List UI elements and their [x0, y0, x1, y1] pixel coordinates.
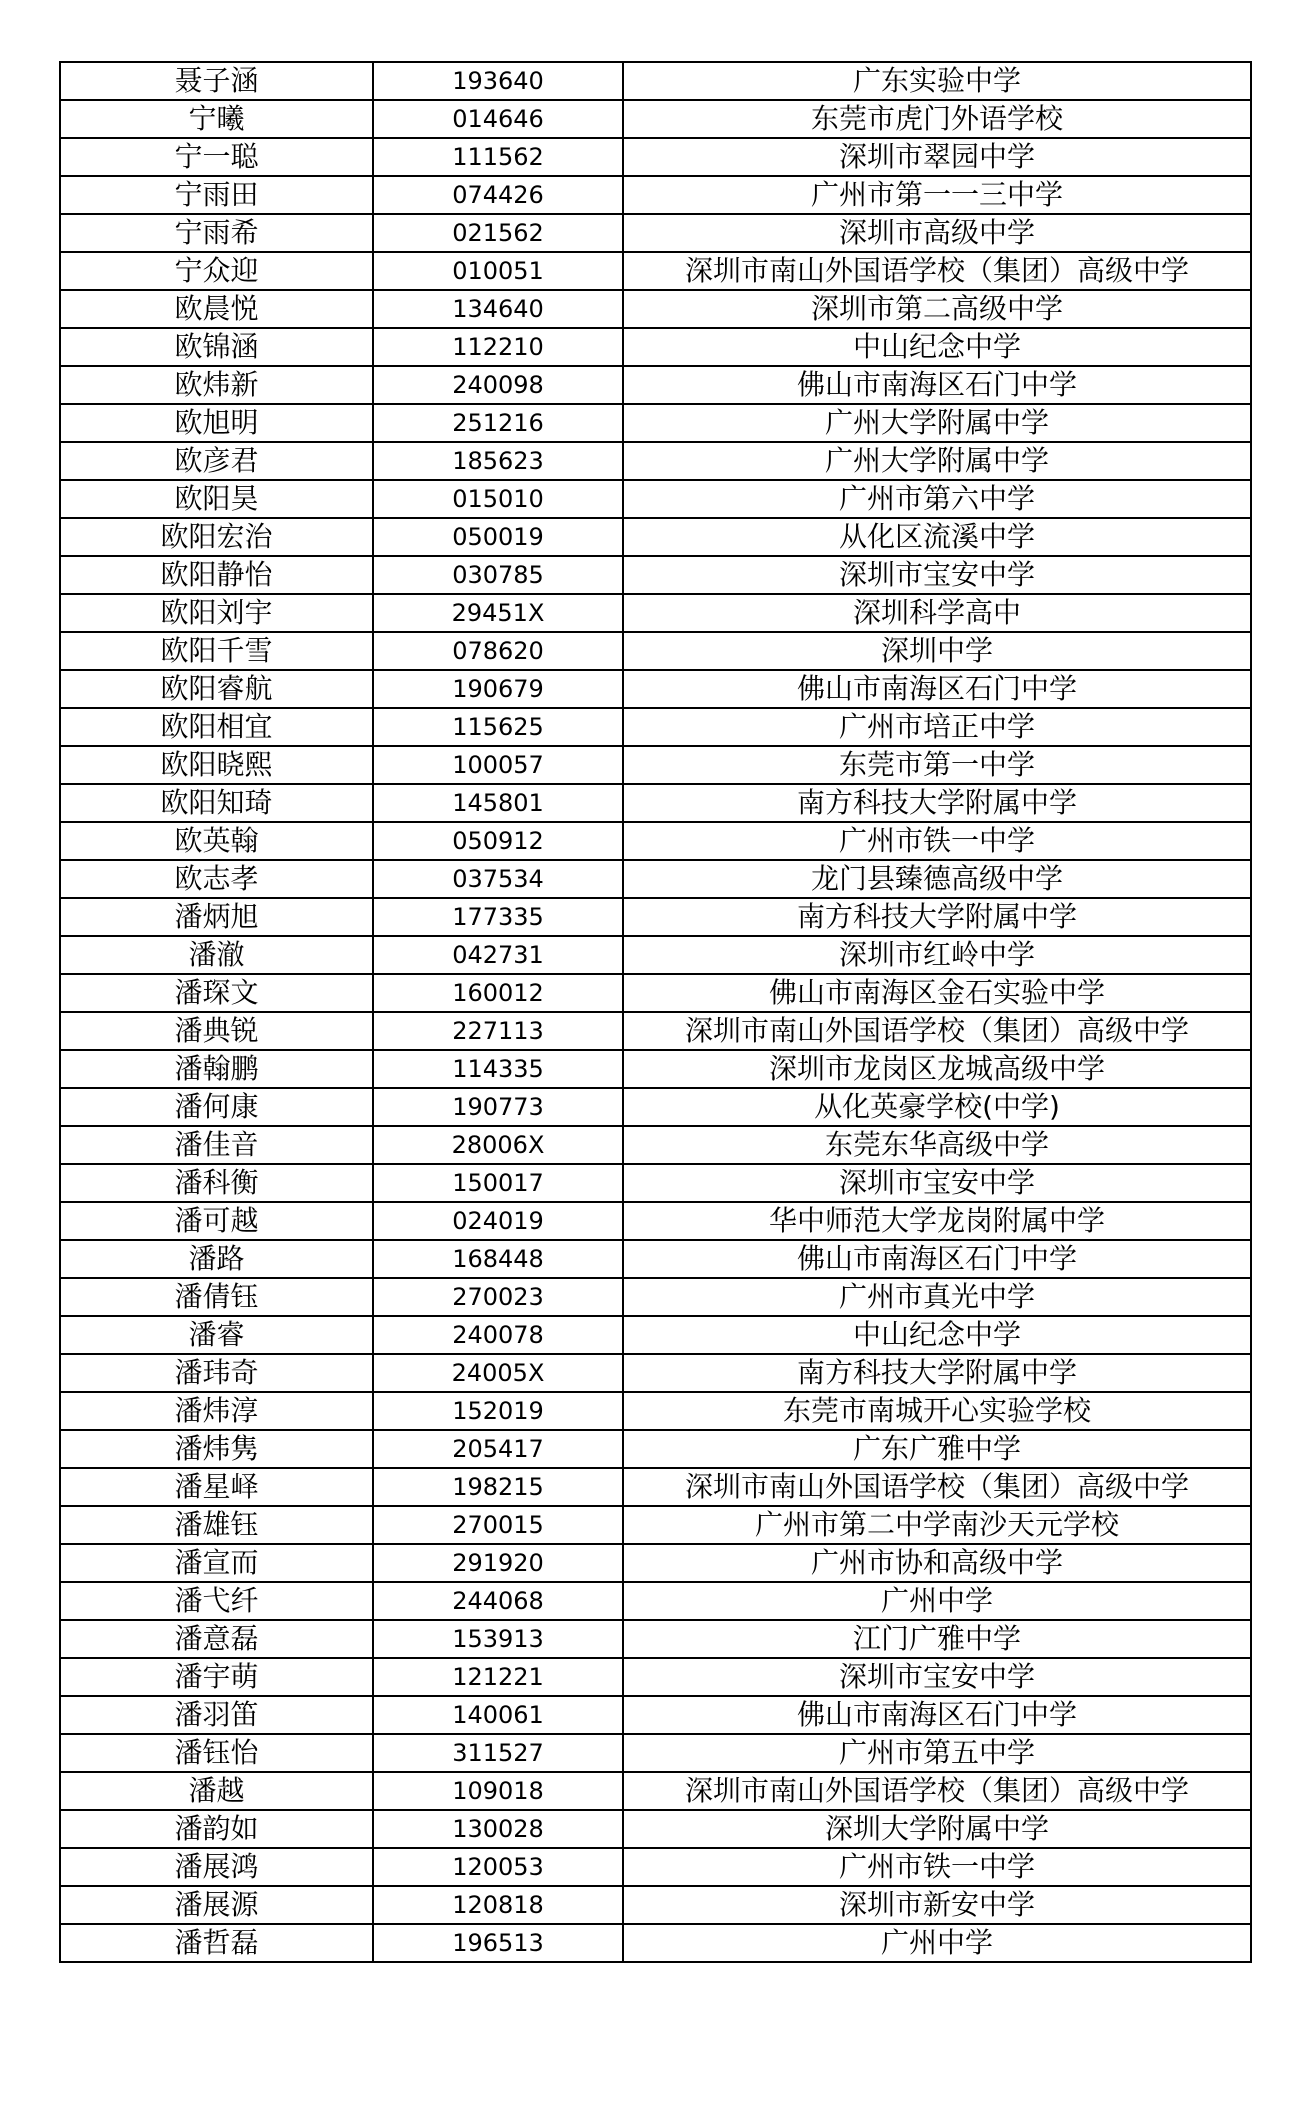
student-id-cell: 100057: [373, 746, 623, 784]
student-id-cell: 190773: [373, 1088, 623, 1126]
student-id-cell: 227113: [373, 1012, 623, 1050]
table-row: [60, 442, 1251, 480]
table-row: [60, 1886, 1251, 1924]
school-name-cell: 中山纪念中学: [623, 328, 1251, 366]
school-name-cell: 广州大学附属中学: [623, 442, 1251, 480]
student-name-cell: 欧阳昊: [60, 480, 373, 518]
table-row: [60, 1050, 1251, 1088]
student-id-cell: 134640: [373, 290, 623, 328]
student-id-cell: 140061: [373, 1696, 623, 1734]
school-name-cell: 深圳大学附属中学: [623, 1810, 1251, 1848]
student-name-cell: 欧阳睿航: [60, 670, 373, 708]
student-name-cell: 欧炜新: [60, 366, 373, 404]
student-id-cell: 010051: [373, 252, 623, 290]
school-name-cell: 南方科技大学附属中学: [623, 898, 1251, 936]
table-row: [60, 1658, 1251, 1696]
school-name-cell: 深圳市南山外国语学校（集团）高级中学: [623, 1012, 1251, 1050]
table-row: [60, 898, 1251, 936]
table-row: [60, 404, 1251, 442]
student-id-cell: 120053: [373, 1848, 623, 1886]
student-name-cell: 潘羽笛: [60, 1696, 373, 1734]
school-name-cell: 佛山市南海区金石实验中学: [623, 974, 1251, 1012]
student-name-cell: 潘玮奇: [60, 1354, 373, 1392]
table-row: [60, 556, 1251, 594]
table-row: [60, 176, 1251, 214]
school-name-cell: 广州市铁一中学: [623, 822, 1251, 860]
table-row: [60, 974, 1251, 1012]
student-id-cell: 050912: [373, 822, 623, 860]
student-name-cell: 潘典锐: [60, 1012, 373, 1050]
table-row: [60, 1620, 1251, 1658]
school-name-cell: 广州市第一一三中学: [623, 176, 1251, 214]
student-name-cell: 潘可越: [60, 1202, 373, 1240]
school-name-cell: 深圳中学: [623, 632, 1251, 670]
student-id-cell: 270015: [373, 1506, 623, 1544]
student-name-cell: 宁一聪: [60, 138, 373, 176]
table-row: [60, 1924, 1251, 1962]
table-row: [60, 708, 1251, 746]
student-name-cell: 潘炜淳: [60, 1392, 373, 1430]
student-name-cell: 潘展鸿: [60, 1848, 373, 1886]
student-name-cell: 潘何康: [60, 1088, 373, 1126]
student-name-cell: 潘钰怡: [60, 1734, 373, 1772]
school-name-cell: 佛山市南海区石门中学: [623, 1696, 1251, 1734]
student-id-cell: 291920: [373, 1544, 623, 1582]
student-name-cell: 潘弋纤: [60, 1582, 373, 1620]
table-row: [60, 1848, 1251, 1886]
table-row: [60, 1582, 1251, 1620]
student-id-cell: 205417: [373, 1430, 623, 1468]
student-id-cell: 244068: [373, 1582, 623, 1620]
student-id-cell: 193640: [373, 62, 623, 100]
student-id-cell: 240078: [373, 1316, 623, 1354]
school-name-cell: 江门广雅中学: [623, 1620, 1251, 1658]
school-name-cell: 深圳市新安中学: [623, 1886, 1251, 1924]
table-row: [60, 1772, 1251, 1810]
school-name-cell: 佛山市南海区石门中学: [623, 366, 1251, 404]
student-id-cell: 030785: [373, 556, 623, 594]
student-id-cell: 152019: [373, 1392, 623, 1430]
school-name-cell: 广州中学: [623, 1582, 1251, 1620]
student-name-cell: 欧阳知琦: [60, 784, 373, 822]
student-id-cell: 014646: [373, 100, 623, 138]
student-id-cell: 145801: [373, 784, 623, 822]
school-name-cell: 深圳市红岭中学: [623, 936, 1251, 974]
student-name-cell: 潘意磊: [60, 1620, 373, 1658]
student-name-cell: 潘睿: [60, 1316, 373, 1354]
school-name-cell: 佛山市南海区石门中学: [623, 670, 1251, 708]
table-row: [60, 1278, 1251, 1316]
student-name-cell: 潘佳音: [60, 1126, 373, 1164]
student-name-cell: 欧锦涵: [60, 328, 373, 366]
table-row: [60, 1696, 1251, 1734]
table-row: [60, 1202, 1251, 1240]
school-name-cell: 深圳市宝安中学: [623, 556, 1251, 594]
student-id-cell: 270023: [373, 1278, 623, 1316]
table-row: [60, 1316, 1251, 1354]
table-row: [60, 214, 1251, 252]
school-name-cell: 广州大学附属中学: [623, 404, 1251, 442]
table-row: [60, 1126, 1251, 1164]
table-row: [60, 1468, 1251, 1506]
student-id-cell: 050019: [373, 518, 623, 556]
school-name-cell: 从化英豪学校(中学): [623, 1088, 1251, 1126]
school-name-cell: 广州市铁一中学: [623, 1848, 1251, 1886]
student-name-cell: 潘宣而: [60, 1544, 373, 1582]
school-name-cell: 深圳市龙岗区龙城高级中学: [623, 1050, 1251, 1088]
table-row: [60, 1354, 1251, 1392]
table-row: [60, 366, 1251, 404]
student-id-cell: 185623: [373, 442, 623, 480]
student-id-cell: 037534: [373, 860, 623, 898]
student-name-cell: 欧阳静怡: [60, 556, 373, 594]
table-row: [60, 594, 1251, 632]
student-id-cell: 112210: [373, 328, 623, 366]
school-name-cell: 东莞市虎门外语学校: [623, 100, 1251, 138]
student-id-cell: 29451X: [373, 594, 623, 632]
student-name-cell: 欧阳晓熙: [60, 746, 373, 784]
school-name-cell: 深圳市宝安中学: [623, 1164, 1251, 1202]
school-name-cell: 广东广雅中学: [623, 1430, 1251, 1468]
student-name-cell: 潘雄钰: [60, 1506, 373, 1544]
school-name-cell: 深圳市南山外国语学校（集团）高级中学: [623, 252, 1251, 290]
school-name-cell: 南方科技大学附属中学: [623, 784, 1251, 822]
table-row: [60, 480, 1251, 518]
school-name-cell: 深圳市高级中学: [623, 214, 1251, 252]
table-row: [60, 784, 1251, 822]
school-name-cell: 广州市第六中学: [623, 480, 1251, 518]
table-row: [60, 518, 1251, 556]
school-name-cell: 广州市第五中学: [623, 1734, 1251, 1772]
student-id-cell: 24005X: [373, 1354, 623, 1392]
school-name-cell: 深圳市翠园中学: [623, 138, 1251, 176]
school-name-cell: 深圳市南山外国语学校（集团）高级中学: [623, 1772, 1251, 1810]
student-name-cell: 潘越: [60, 1772, 373, 1810]
table-row: [60, 1392, 1251, 1430]
student-name-cell: 潘韵如: [60, 1810, 373, 1848]
student-name-cell: 宁雨希: [60, 214, 373, 252]
table-row: [60, 860, 1251, 898]
student-name-cell: 潘路: [60, 1240, 373, 1278]
student-name-cell: 欧阳刘宇: [60, 594, 373, 632]
table-row: [60, 1734, 1251, 1772]
table-row: [60, 62, 1251, 100]
student-id-cell: 160012: [373, 974, 623, 1012]
table-row: [60, 1506, 1251, 1544]
table-row: [60, 1088, 1251, 1126]
student-name-cell: 欧阳宏治: [60, 518, 373, 556]
student-name-cell: 潘澈: [60, 936, 373, 974]
school-name-cell: 中山纪念中学: [623, 1316, 1251, 1354]
student-id-cell: 168448: [373, 1240, 623, 1278]
student-name-cell: 潘炜隽: [60, 1430, 373, 1468]
school-name-cell: 广州市协和高级中学: [623, 1544, 1251, 1582]
student-id-cell: 109018: [373, 1772, 623, 1810]
student-name-cell: 潘展源: [60, 1886, 373, 1924]
table-row: [60, 936, 1251, 974]
school-name-cell: 东莞市第一中学: [623, 746, 1251, 784]
school-name-cell: 深圳科学高中: [623, 594, 1251, 632]
student-name-cell: 欧英翰: [60, 822, 373, 860]
student-id-cell: 198215: [373, 1468, 623, 1506]
school-name-cell: 广州市第二中学南沙天元学校: [623, 1506, 1251, 1544]
table-row: [60, 822, 1251, 860]
student-name-cell: 潘宇萌: [60, 1658, 373, 1696]
table-row: [60, 328, 1251, 366]
student-name-cell: 潘琛文: [60, 974, 373, 1012]
school-name-cell: 龙门县臻德高级中学: [623, 860, 1251, 898]
student-id-cell: 150017: [373, 1164, 623, 1202]
student-id-cell: 177335: [373, 898, 623, 936]
student-id-cell: 251216: [373, 404, 623, 442]
student-name-cell: 欧彦君: [60, 442, 373, 480]
table-row: [60, 138, 1251, 176]
student-id-cell: 28006X: [373, 1126, 623, 1164]
school-name-cell: 深圳市第二高级中学: [623, 290, 1251, 328]
student-id-cell: 114335: [373, 1050, 623, 1088]
student-id-cell: 024019: [373, 1202, 623, 1240]
student-id-cell: 111562: [373, 138, 623, 176]
student-id-cell: 115625: [373, 708, 623, 746]
table-row: [60, 252, 1251, 290]
student-name-cell: 宁曦: [60, 100, 373, 138]
student-id-cell: 153913: [373, 1620, 623, 1658]
school-name-cell: 广东实验中学: [623, 62, 1251, 100]
table-row: [60, 670, 1251, 708]
student-name-cell: 潘星峄: [60, 1468, 373, 1506]
student-name-cell: 宁众迎: [60, 252, 373, 290]
student-id-cell: 078620: [373, 632, 623, 670]
student-id-cell: 021562: [373, 214, 623, 252]
school-name-cell: 南方科技大学附属中学: [623, 1354, 1251, 1392]
table-row: [60, 1810, 1251, 1848]
student-id-cell: 120818: [373, 1886, 623, 1924]
student-id-cell: 190679: [373, 670, 623, 708]
student-id-cell: 042731: [373, 936, 623, 974]
table-row: [60, 1012, 1251, 1050]
student-name-cell: 潘倩钰: [60, 1278, 373, 1316]
school-name-cell: 广州市培正中学: [623, 708, 1251, 746]
student-id-cell: 311527: [373, 1734, 623, 1772]
student-name-cell: 聂子涵: [60, 62, 373, 100]
school-name-cell: 深圳市宝安中学: [623, 1658, 1251, 1696]
student-id-cell: 240098: [373, 366, 623, 404]
school-name-cell: 东莞市南城开心实验学校: [623, 1392, 1251, 1430]
student-id-cell: 130028: [373, 1810, 623, 1848]
student-name-cell: 潘科衡: [60, 1164, 373, 1202]
school-name-cell: 佛山市南海区石门中学: [623, 1240, 1251, 1278]
student-name-cell: 欧阳相宜: [60, 708, 373, 746]
student-id-cell: 015010: [373, 480, 623, 518]
roster-body: [60, 62, 1251, 1962]
student-name-cell: 潘炳旭: [60, 898, 373, 936]
table-row: [60, 632, 1251, 670]
student-name-cell: 潘翰鹏: [60, 1050, 373, 1088]
student-id-cell: 196513: [373, 1924, 623, 1962]
table-row: [60, 746, 1251, 784]
student-name-cell: 欧志孝: [60, 860, 373, 898]
table-row: [60, 290, 1251, 328]
table-row: [60, 1240, 1251, 1278]
school-name-cell: 深圳市南山外国语学校（集团）高级中学: [623, 1468, 1251, 1506]
student-name-cell: 欧晨悦: [60, 290, 373, 328]
student-id-cell: 074426: [373, 176, 623, 214]
student-name-cell: 宁雨田: [60, 176, 373, 214]
student-name-cell: 欧阳千雪: [60, 632, 373, 670]
school-name-cell: 东莞东华高级中学: [623, 1126, 1251, 1164]
table-row: [60, 1164, 1251, 1202]
student-id-cell: 121221: [373, 1658, 623, 1696]
school-name-cell: 华中师范大学龙岗附属中学: [623, 1202, 1251, 1240]
school-name-cell: 广州中学: [623, 1924, 1251, 1962]
school-name-cell: 广州市真光中学: [623, 1278, 1251, 1316]
student-roster-table: [59, 61, 1252, 1963]
table-row: [60, 1544, 1251, 1582]
table-row: [60, 100, 1251, 138]
student-name-cell: 潘哲磊: [60, 1924, 373, 1962]
table-row: [60, 1430, 1251, 1468]
student-name-cell: 欧旭明: [60, 404, 373, 442]
school-name-cell: 从化区流溪中学: [623, 518, 1251, 556]
